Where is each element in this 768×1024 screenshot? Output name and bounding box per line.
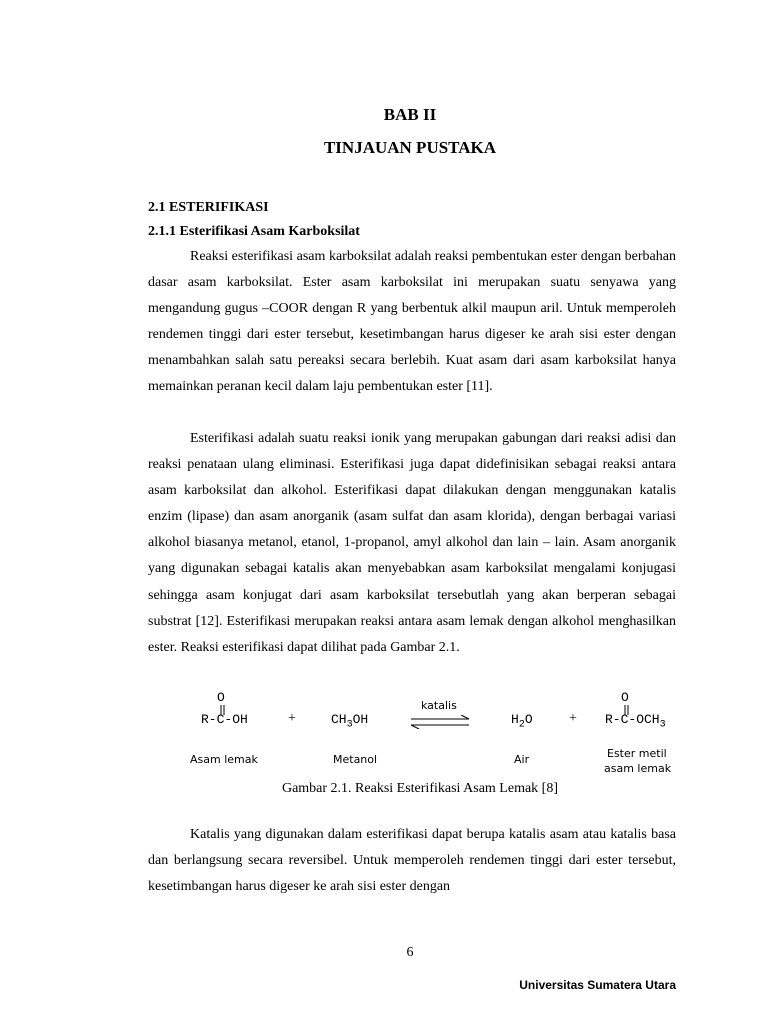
product1-label: Air	[514, 753, 530, 766]
footer-institution: Universitas Sumatera Utara	[519, 978, 676, 992]
reactant1-label: Asam lemak	[190, 753, 258, 766]
figure-caption: Gambar 2.1. Reaksi Esterifikasi Asam Lemak [8]	[281, 781, 559, 796]
reactant2-label: Metanol	[333, 753, 378, 766]
page-number: 6	[406, 945, 414, 960]
paragraph-3: Katalis yang digunakan dalam esterifikasi dapat berupa katalis asam atau katalis basa dan berlangsung secara reversibel. Untuk memperoleh rendemen tinggi dari ester tersebut, kesetimbangan harus digeser ke arah sisi ester dengan	[148, 827, 676, 895]
paragraph-1: Reaksi esterifikasi asam karboksilat adalah reaksi pembentukan ester dengan berbahan dasar asam karboksilat. Ester asam karboksilat ini merupakan suatu senyawa yang mengandung gugus –COOR dengan R yang berbentuk alkil maupun aril. Untuk memperoleh rendemen tinggi dari ester tersebut, kesetimbangan harus digeser ke arah sisi ester dengan menambahkan salah satu pereaksi secara berlebih. Kuat asam dari asam karboksilat hanya memainkan peranan kecil dalam laju pembentukan ester [11].	[148, 249, 676, 395]
product1-formula: $H_2O$	[511, 712, 533, 731]
subsection-heading: 2.1.1 Esterifikasi Asam Karboksilat	[148, 224, 360, 239]
reactant1-formula: R-C-OH	[201, 712, 248, 727]
equilibrium-arrow-icon	[409, 715, 471, 729]
section-heading: 2.1 ESTERIFIKASI	[148, 200, 269, 215]
product2-formula: $R-C-OCH_3$	[605, 712, 666, 731]
reactant2-formula: $CH_3OH$	[331, 712, 369, 731]
chapter-number: BAB II	[383, 105, 437, 124]
plus-sign-2: +	[569, 711, 577, 726]
plus-sign-1: +	[288, 711, 296, 726]
catalyst-label: katalis	[421, 699, 457, 712]
product2-label-line2: asam lemak	[604, 762, 672, 775]
chapter-title: TINJAUAN PUSTAKA	[323, 138, 497, 157]
reaction-figure	[0, 690, 768, 780]
product2-label-line1: Ester metil	[607, 747, 667, 760]
paragraph-2: Esterifikasi adalah suatu reaksi ionik yang merupakan gabungan dari reaksi adisi dan reaksi penataan ulang eliminasi. Esterifikasi juga dapat didefinisikan sebagai reaksi antara asam karboksilat dan alkohol. Esterifikasi dapat dilakukan dengan menggunakan katalis enzim (lipase) dan asam anorganik (asam sulfat dan asam klorida), dengan berbagai variasi alkohol biasanya metanol, etanol, 1-propanol, amyl alkohol dan lain – lain. Asam anorganik yang digunakan sebagai katalis akan menyebabkan asam karboksilat mengalami konjugasi sehingga asam konjugat dari asam karboksilat tersebutlah yang akan berperan sebagai substrat [12]. Esterifikasi merupakan reaksi antara asam lemak dengan alkohol menghasilkan ester. Reaksi esterifikasi dapat dilihat pada Gambar 2.1.	[148, 431, 676, 655]
reactant1-carbonyl-oxygen: O	[217, 690, 225, 705]
product2-carbonyl-oxygen: O	[621, 690, 629, 705]
